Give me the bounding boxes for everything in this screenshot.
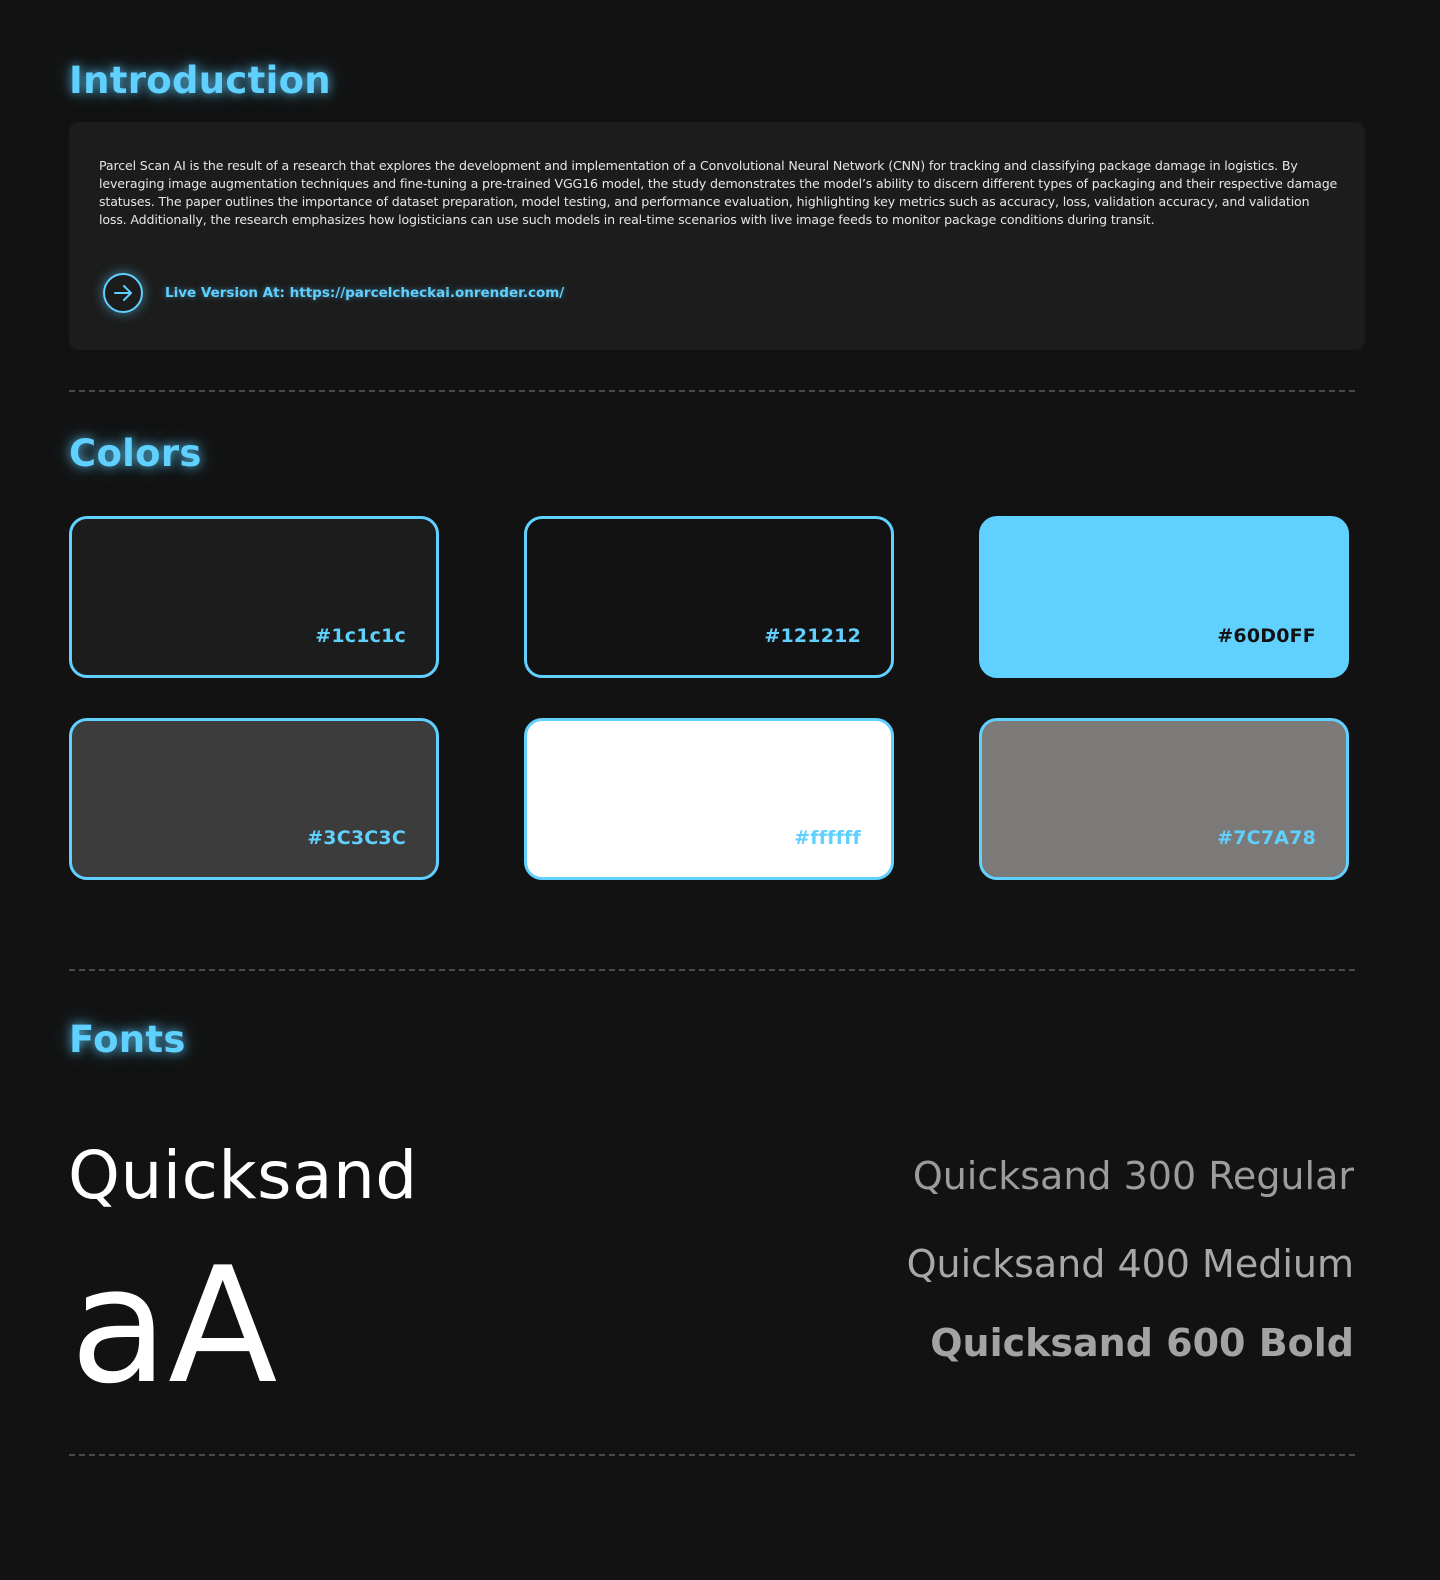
color-swatch (979, 718, 1349, 880)
color-swatch-label: #3C3C3C (307, 827, 406, 849)
font-weight-300-sample: Quicksand 300 Regular (912, 1154, 1354, 1198)
color-swatch-label: #1c1c1c (315, 625, 406, 647)
color-swatch-label: #ffffff (794, 827, 861, 849)
color-swatch (524, 516, 894, 678)
introduction-card (69, 122, 1365, 350)
color-swatch (69, 718, 439, 880)
font-weight-400-sample: Quicksand 400 Medium (906, 1242, 1354, 1286)
font-weight-600-sample: Quicksand 600 Bold (930, 1321, 1354, 1365)
color-swatch-label: #121212 (764, 625, 861, 647)
live-version-link-row[interactable] (103, 273, 564, 313)
color-swatch-label: #7C7A78 (1217, 827, 1316, 849)
color-swatch (69, 516, 439, 678)
section-divider (69, 1454, 1355, 1456)
color-swatch (524, 718, 894, 880)
section-divider (69, 390, 1355, 392)
section-divider (69, 969, 1355, 971)
color-swatch (979, 516, 1349, 678)
color-swatch-label: #60D0FF (1217, 625, 1316, 647)
arrow-right-circle-icon[interactable] (103, 273, 143, 313)
font-family-name: Quicksand (68, 1137, 418, 1214)
introduction-description: Parcel Scan AI is the result of a research that explores the development and implementation of a Convolutional Neural Network (CNN) for tracking and classifying package damage in logistics. By leveraging image augmentation techniques and fine-tuning a pre-trained VGG16 model, the study demonstrates the model’s ability to discern different types of packaging and their respective damage statuses. The paper outlines the importance of dataset preparation, model testing, and performance evaluation, highlighting key metrics such as accuracy, loss, validation accuracy, and validation loss. Additionally, the research emphasizes how logisticians can use such models in real-time scenarios with live image feeds to monitor package conditions during transit. (99, 158, 1338, 227)
introduction-heading: Introduction (69, 59, 331, 102)
fonts-heading: Fonts (69, 1018, 186, 1061)
colors-heading: Colors (69, 432, 202, 475)
font-sample-glyphs: aA (70, 1232, 278, 1419)
live-version-link[interactable]: Live Version At: https://parcelcheckai.onrender.com/ (165, 285, 565, 301)
